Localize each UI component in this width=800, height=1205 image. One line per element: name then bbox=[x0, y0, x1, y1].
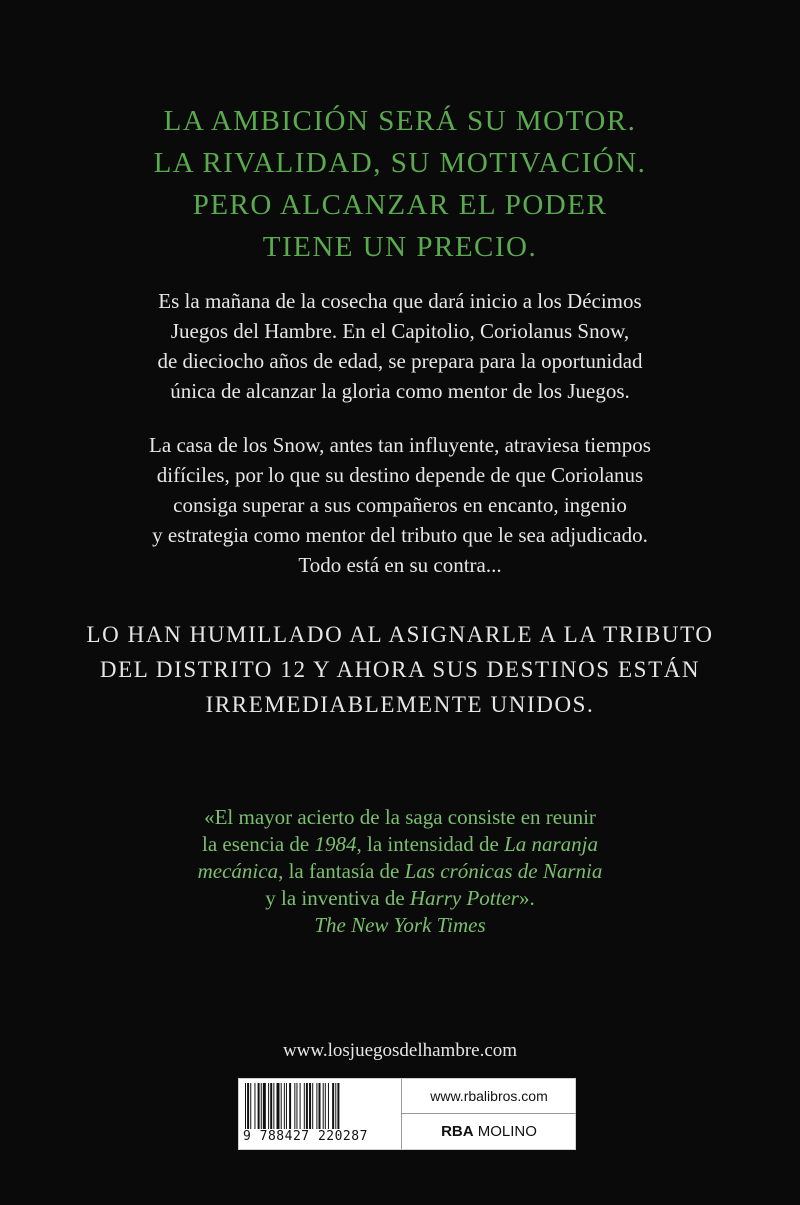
quote-line bbox=[0, 831, 800, 858]
publisher-logo bbox=[402, 1114, 576, 1149]
isbn-number: 9 788427 220287 bbox=[243, 1129, 368, 1144]
synopsis-paragraph-2 bbox=[0, 430, 800, 580]
tagline bbox=[0, 100, 800, 268]
barcode-bar bbox=[250, 1083, 251, 1129]
barcode-bar bbox=[258, 1083, 260, 1129]
barcode-bar bbox=[277, 1083, 280, 1129]
publisher-imprint: MOLINO bbox=[477, 1123, 537, 1140]
barcode-bar bbox=[335, 1083, 336, 1129]
barcode-bar bbox=[328, 1083, 329, 1129]
paragraph-line: Todo está en su contra... bbox=[298, 553, 502, 577]
barcode-bar bbox=[263, 1083, 266, 1129]
barcode-bar bbox=[273, 1083, 274, 1129]
paragraph-line: La casa de los Snow, antes tan influyente, atraviesa tiempos bbox=[149, 433, 651, 457]
barcode-bar bbox=[284, 1083, 285, 1129]
barcode-bar bbox=[306, 1083, 308, 1129]
quote-text: , la fantasía de bbox=[278, 859, 405, 883]
barcode-bar bbox=[245, 1083, 246, 1129]
quote-source bbox=[0, 912, 800, 939]
press-quote bbox=[0, 804, 800, 939]
barcode-bars bbox=[243, 1083, 399, 1129]
quote-text: , la intensidad de bbox=[356, 832, 505, 856]
publisher-url[interactable]: www.rbalibros.com bbox=[430, 1088, 548, 1104]
tagline-line: LA RIVALIDAD, SU MOTIVACIÓN. bbox=[153, 147, 647, 179]
barcode-bar bbox=[289, 1083, 291, 1129]
quote-line bbox=[0, 858, 800, 885]
quote-line bbox=[0, 885, 800, 912]
caps-line: IRREMEDIABLEMENTE UNIDOS. bbox=[205, 692, 595, 717]
paragraph-line: Es la mañana de la cosecha que dará inicio a los Décimos bbox=[158, 289, 642, 313]
barcode-bar bbox=[286, 1083, 287, 1129]
barcode-bar bbox=[309, 1083, 311, 1129]
barcode-bar bbox=[254, 1083, 255, 1129]
paragraph-line: única de alcanzar la gloria como mentor de los Juegos. bbox=[170, 379, 630, 403]
caps-line: DEL DISTRITO 12 Y AHORA SUS DESTINOS ESTÁN bbox=[99, 657, 701, 682]
barcode-bar bbox=[300, 1083, 301, 1129]
publisher-brand: RBA bbox=[441, 1123, 474, 1140]
website-url[interactable]: www.losjuegosdelhambre.com bbox=[282, 1040, 518, 1061]
barcode-bar bbox=[312, 1083, 313, 1129]
barcode-panel bbox=[238, 1078, 576, 1150]
quote-text: la esencia de bbox=[201, 832, 315, 856]
barcode-bar bbox=[261, 1083, 262, 1129]
barcode-bar bbox=[304, 1083, 305, 1129]
tagline-line: PERO ALCANZAR EL PODER bbox=[192, 189, 608, 221]
paragraph-line: de dieciocho años de edad, se prepara para la oportunidad bbox=[157, 349, 643, 373]
quote-text: y la inventiva de bbox=[265, 886, 410, 910]
barcode-bar bbox=[296, 1083, 297, 1129]
quote-title-mecanica: mecánica bbox=[197, 859, 279, 883]
quote-source-text: The New York Times bbox=[314, 913, 486, 937]
tagline-line: TIENE UN PRECIO. bbox=[262, 231, 538, 263]
quote-title-1984: 1984 bbox=[314, 832, 357, 856]
quote-title-harry-potter: Harry Potter bbox=[409, 886, 519, 910]
quote-text: «El mayor acierto de la saga consiste en reunir bbox=[204, 805, 596, 829]
synopsis-paragraph-1 bbox=[0, 286, 800, 406]
barcode-bar bbox=[337, 1083, 339, 1129]
caps-line: LO HAN HUMILLADO AL ASIGNARLE A LA TRIBUTO bbox=[86, 622, 714, 647]
barcode-bar bbox=[247, 1083, 249, 1129]
quote-title-naranja: La naranja bbox=[504, 832, 598, 856]
barcode-bar bbox=[323, 1083, 324, 1129]
barcode-bar bbox=[325, 1083, 326, 1129]
paragraph-line: difíciles, por lo que su destino depende de que Coriolanus bbox=[156, 463, 644, 487]
barcode-bar bbox=[268, 1083, 269, 1129]
barcode-bar bbox=[319, 1083, 321, 1129]
caps-statement bbox=[0, 617, 800, 722]
paragraph-line: Juegos del Hambre. En el Capitolio, Coriolanus Snow, bbox=[170, 319, 630, 343]
quote-text: ». bbox=[518, 886, 535, 910]
quote-line bbox=[0, 804, 800, 831]
tagline-line: LA AMBICIÓN SERÁ SU MOTOR. bbox=[163, 105, 637, 137]
barcode-bar bbox=[332, 1083, 334, 1129]
barcode-bar bbox=[316, 1083, 317, 1129]
barcode-bar bbox=[294, 1083, 295, 1129]
paragraph-line: y estrategia como mentor del tributo que le sea adjudicado. bbox=[152, 523, 648, 547]
paragraph-line: consiga superar a sus compañeros en encanto, ingenio bbox=[173, 493, 627, 517]
barcode-bar bbox=[270, 1083, 272, 1129]
barcode-bar bbox=[281, 1083, 282, 1129]
quote-title-narnia: Las crónicas de Narnia bbox=[404, 859, 603, 883]
